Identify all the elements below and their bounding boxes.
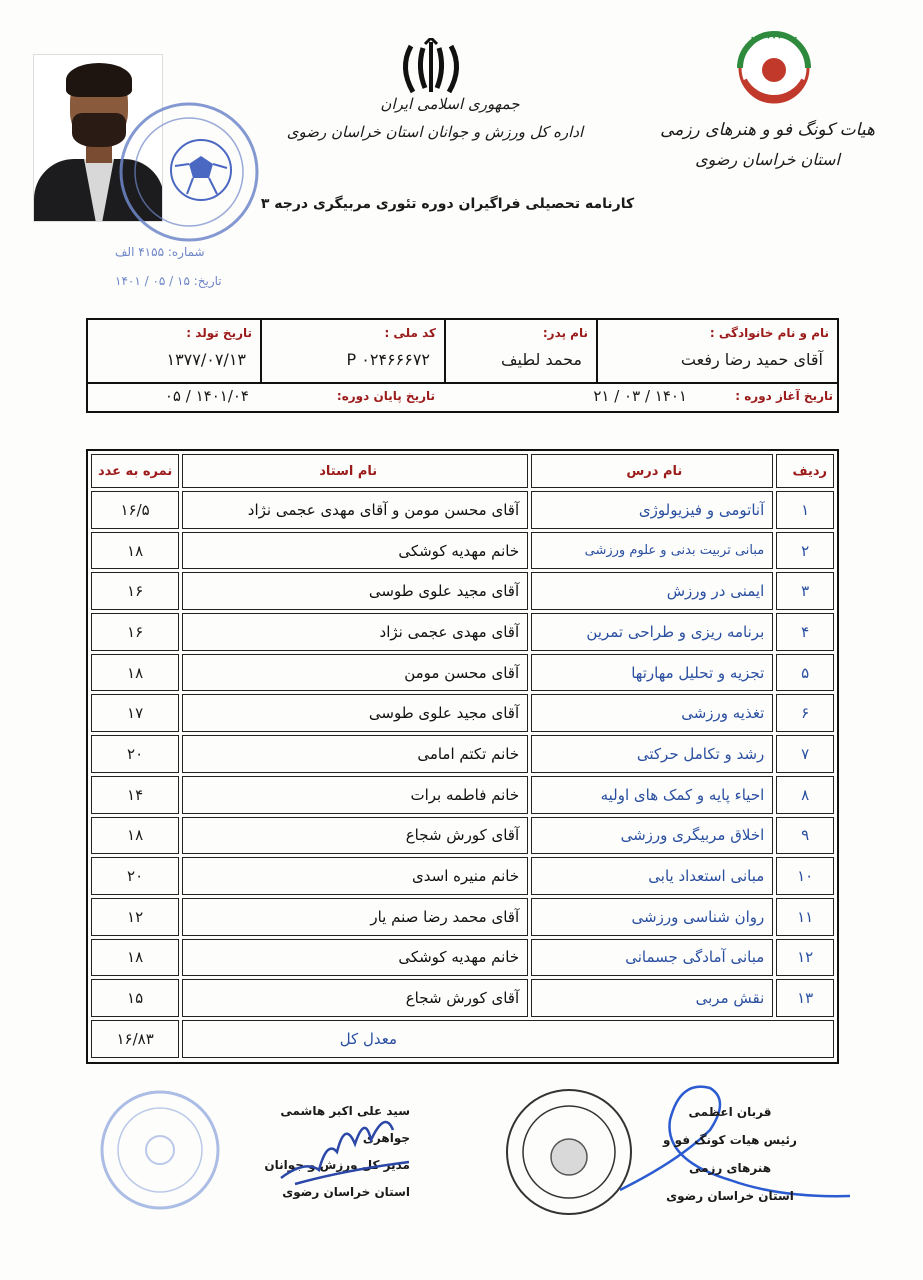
row-teacher: خانم فاطمه برات: [182, 776, 528, 814]
father-name-label: نام پدر:: [542, 326, 588, 340]
document-title: کارنامه تحصیلی فراگیران دوره تئوری مربیگری درجه ۳: [260, 196, 635, 212]
director-title: مدیر کل ورزش و جوانان: [264, 1158, 410, 1172]
row-grade: ۱۶/۵: [91, 491, 179, 529]
start-date-label: تاریخ آغاز دوره :: [735, 389, 833, 403]
birth-date-label: تاریخ تولد :: [186, 326, 252, 340]
table-row: [91, 979, 834, 1017]
national-code-label: کد ملی :: [384, 326, 436, 340]
president-title: رئیس هیات کونگ فو و هنرهای رزمی: [663, 1133, 797, 1175]
grades-table: [86, 449, 839, 1064]
stamp-number: شماره: ۴۱۵۵ الف: [115, 245, 205, 259]
table-row: [91, 776, 834, 814]
table-row: [91, 694, 834, 732]
gov-line-1: جمهوری اسلامی ایران: [380, 95, 520, 113]
end-date-label: تاریخ پایان دوره:: [336, 389, 435, 403]
federation-logo-icon: [722, 28, 826, 106]
table-row: [91, 491, 834, 529]
full-name-label: نام و نام خانوادگی :: [709, 326, 829, 340]
row-grade: ۱۶: [91, 572, 179, 610]
row-grade: ۱۵: [91, 979, 179, 1017]
row-grade: ۱۲: [91, 898, 179, 936]
grades-header-row: [91, 454, 834, 488]
row-idx: ۳: [776, 572, 834, 610]
national-code-value: ۰۲۴۶۶۶۷۲ P: [346, 350, 430, 369]
svg-text:• • • • • • • • •: • • • • • • • • •: [750, 35, 798, 42]
father-name-cell: [444, 320, 596, 384]
table-row: [91, 654, 834, 692]
grades-grid: [88, 451, 837, 1061]
average-value: ۱۶/۸۳: [91, 1020, 179, 1058]
row-grade: ۱۷: [91, 694, 179, 732]
birth-date-value: ۱۳۷۷/۰۷/۱۳: [166, 350, 246, 369]
row-course: تجزیه و تحلیل مهارتها: [531, 654, 773, 692]
stamp-date: تاریخ: ۱۵ / ۰۵ / ۱۴۰۱: [115, 274, 222, 288]
row-teacher: خانم تکتم امامی: [182, 735, 528, 773]
row-grade: ۱۸: [91, 817, 179, 855]
row-teacher: آقای کورش شجاع: [182, 979, 528, 1017]
table-row: [91, 735, 834, 773]
gov-line-2: اداره کل ورزش و جوانان استان خراسان رضوی: [286, 123, 584, 141]
row-grade: ۱۸: [91, 654, 179, 692]
header-course: نام درس: [531, 454, 773, 488]
row-teacher: خانم منیره اسدی: [182, 857, 528, 895]
row-course: مبانی استعداد یابی: [531, 857, 773, 895]
row-grade: ۱۶: [91, 613, 179, 651]
header-teacher: نام استاد: [182, 454, 528, 488]
director-signature-icon: [275, 1100, 415, 1190]
row-idx: ۷: [776, 735, 834, 773]
row-idx: ۸: [776, 776, 834, 814]
row-teacher: آقای مجید علوی طوسی: [182, 572, 528, 610]
header-grade: نمره به عدد: [91, 454, 179, 488]
row-grade: ۱۸: [91, 939, 179, 977]
row-teacher: آقای محمد رضا صنم یار: [182, 898, 528, 936]
table-row: [91, 898, 834, 936]
table-row: [91, 613, 834, 651]
table-row: [91, 532, 834, 570]
row-course: رشد و تکامل حرکتی: [531, 735, 773, 773]
table-row: [91, 572, 834, 610]
row-course: احیاء پایه و کمک های اولیه: [531, 776, 773, 814]
row-grade: ۲۰: [91, 857, 179, 895]
national-code-cell: [260, 320, 444, 384]
row-idx: ۶: [776, 694, 834, 732]
row-grade: ۱۸: [91, 532, 179, 570]
row-grade: ۲۰: [91, 735, 179, 773]
row-teacher: خانم مهدیه کوشکی: [182, 532, 528, 570]
average-row: [91, 1020, 834, 1058]
row-idx: ۲: [776, 532, 834, 570]
row-idx: ۱۳: [776, 979, 834, 1017]
full-name-value: آقای حمید رضا رفعت: [680, 350, 823, 369]
row-teacher: آقای مهدی عجمی نژاد: [182, 613, 528, 651]
row-teacher: آقای محسن مومن و آقای مهدی عجمی نژاد: [182, 491, 528, 529]
president-org: استان خراسان رضوی: [666, 1189, 794, 1203]
row-course: آناتومی و فیزیولوژی: [531, 491, 773, 529]
row-course: مبانی آمادگی جسمانی: [531, 939, 773, 977]
header-idx: ردیف: [776, 454, 834, 488]
federation-province: استان خراسان رضوی: [695, 150, 840, 169]
row-course: نقش مربی: [531, 979, 773, 1017]
school-stamp-icon: [115, 98, 263, 246]
row-teacher: آقای مجید علوی طوسی: [182, 694, 528, 732]
iran-emblem-icon: [395, 38, 467, 96]
row-idx: ۱۰: [776, 857, 834, 895]
row-idx: ۵: [776, 654, 834, 692]
table-row: [91, 817, 834, 855]
average-label: معدل کل: [182, 1020, 834, 1058]
birth-date-cell: [88, 320, 260, 384]
course-dates-row: [88, 384, 837, 411]
row-teacher: آقای محسن مومن: [182, 654, 528, 692]
father-name-value: محمد لطیف: [500, 350, 582, 369]
federation-name: هیات کونگ فو و هنرهای رزمی: [660, 120, 875, 140]
row-course: ایمنی در ورزش: [531, 572, 773, 610]
row-course: مبانی تربیت بدنی و علوم ورزشی: [531, 532, 773, 570]
row-idx: ۱: [776, 491, 834, 529]
row-course: روان شناسی ورزشی: [531, 898, 773, 936]
row-course: اخلاق مربیگری ورزشی: [531, 817, 773, 855]
student-info-table: [86, 318, 839, 413]
row-idx: ۹: [776, 817, 834, 855]
row-idx: ۴: [776, 613, 834, 651]
ministry-seal-icon: [95, 1085, 225, 1215]
start-date-value: ۱۴۰۱ / ۰۳ / ۲۱: [593, 387, 687, 405]
row-idx: ۱۲: [776, 939, 834, 977]
row-teacher: خانم مهدیه کوشکی: [182, 939, 528, 977]
row-grade: ۱۴: [91, 776, 179, 814]
president-name: قربان اعظمی: [688, 1105, 772, 1119]
table-row: [91, 939, 834, 977]
director-name: سید علی اکبر هاشمی جواهری: [280, 1104, 410, 1145]
row-course: برنامه ریزی و طراحی تمرین: [531, 613, 773, 651]
director-org: استان خراسان رضوی: [282, 1185, 410, 1199]
row-idx: ۱۱: [776, 898, 834, 936]
full-name-cell: [596, 320, 837, 384]
table-row: [91, 857, 834, 895]
row-course: تغذیه ورزشی: [531, 694, 773, 732]
president-signature-block: [640, 1098, 820, 1210]
row-teacher: آقای کورش شجاع: [182, 817, 528, 855]
end-date-value: ۱۴۰۱/۰۴ / ۰۵: [164, 387, 249, 405]
